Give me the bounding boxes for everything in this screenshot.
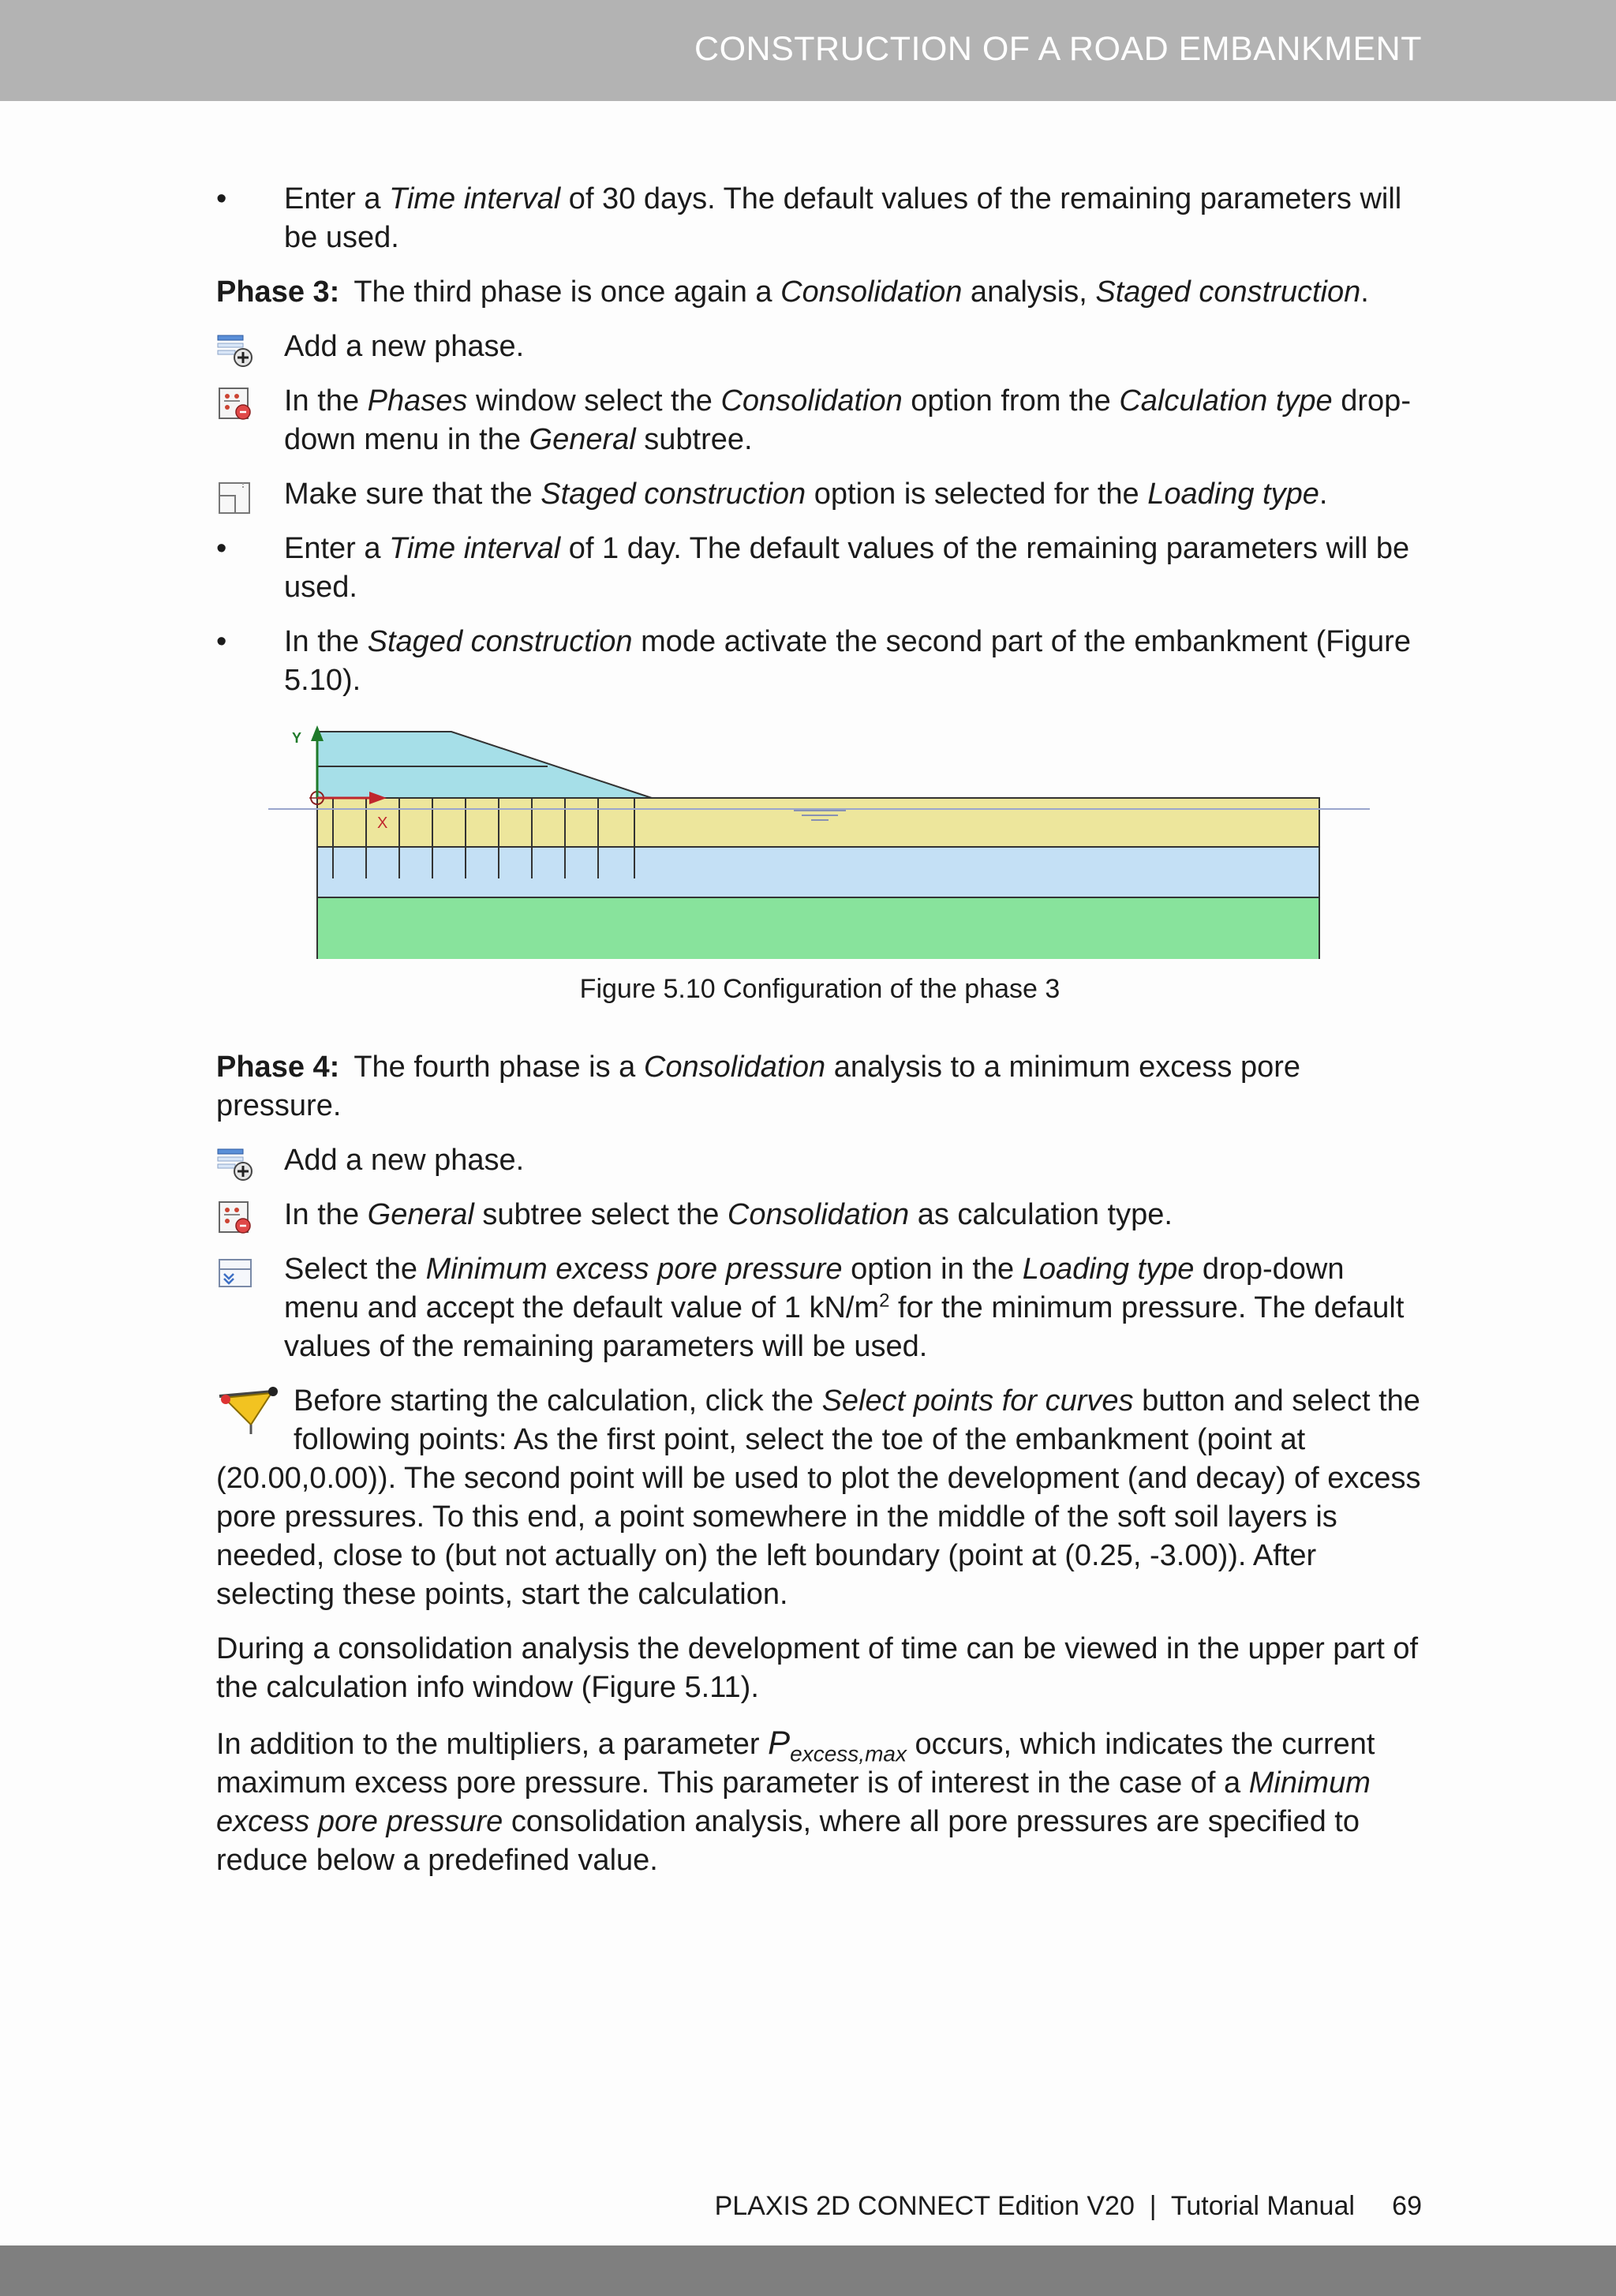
- text: Select the: [284, 1253, 426, 1286]
- footer-manual-title: PLAXIS 2D CONNECT Edition V20 | Tutorial Manual: [714, 2191, 1355, 2221]
- symbol-main: P: [768, 1724, 791, 1761]
- add-phase-icon: [216, 331, 254, 369]
- phase-4-heading: [216, 1048, 1423, 1126]
- phase-3-label: Phase 3:: [216, 275, 340, 309]
- footer-text: [715, 2191, 1422, 2222]
- header-bar: [0, 0, 1616, 101]
- header-title: CONSTRUCTION OF A ROAD EMBANKMENT: [694, 30, 1422, 68]
- embankment: [317, 732, 652, 798]
- text: In the: [284, 384, 368, 418]
- text: of 30 days. The default values of the remaining parameters will be used.: [284, 182, 1402, 254]
- text: The fourth phase is a: [354, 1051, 644, 1084]
- text: occurs, which indicates the current maximum excess pore pressure. This parameter is of interest in the case of a: [216, 1728, 1375, 1800]
- footer-bar: [0, 2245, 1616, 2296]
- text: In addition to the multipliers, a parameter: [216, 1728, 769, 1761]
- text: mode activate the second part of the embankment (Figure 5.10).: [284, 625, 1411, 697]
- add-phase-icon: [216, 1144, 254, 1182]
- minimum-pore-pressure-icon: [216, 1253, 254, 1291]
- text: Make sure that the: [284, 478, 541, 511]
- text: for the minimum pressure. The default values of the remaining parameters will be used.: [284, 1291, 1405, 1363]
- em: Consolidation: [720, 384, 903, 418]
- text: In the: [284, 1198, 368, 1231]
- em: Minimum excess pore pressure: [425, 1253, 843, 1286]
- text: subtree select the: [473, 1198, 728, 1231]
- em: Consolidation: [727, 1198, 910, 1231]
- em-consolidation: Consolidation: [643, 1051, 826, 1084]
- em-consolidation: Consolidation: [780, 275, 963, 309]
- footer-spacer: [1355, 2191, 1392, 2221]
- paragraph-during-consolidation: During a consolidation analysis the development of time can be viewed in the upper part of the calculation info window (Figure 5.11).: [216, 1632, 1419, 1704]
- middle-soil-layer: [317, 847, 1319, 897]
- em-staged-construction: Staged construction: [1095, 275, 1361, 309]
- em: Calculation type: [1119, 384, 1333, 418]
- bullet-time-interval-30: [216, 180, 1423, 257]
- text: subtree.: [635, 423, 753, 456]
- phase-3-heading: [216, 273, 1423, 312]
- text: .: [1319, 478, 1328, 511]
- text: .: [1360, 275, 1369, 309]
- text: option from the: [902, 384, 1120, 418]
- figure-caption: Figure 5.10 Configuration of the phase 3: [579, 974, 1060, 1004]
- em: Staged construction: [541, 478, 806, 511]
- text: option in the: [842, 1253, 1023, 1286]
- text: In the: [284, 625, 368, 658]
- x-axis-label: X: [377, 815, 388, 832]
- bullet-activate-embankment: [216, 623, 1423, 700]
- calculation-type-icon: [216, 1199, 254, 1237]
- bullet-mark: •: [216, 532, 227, 565]
- step-minimum-pore-pressure: [216, 1250, 1423, 1366]
- em-time-interval: Time interval: [389, 532, 561, 565]
- em: Phases: [367, 384, 468, 418]
- em: Minimum excess pore pressure: [216, 1766, 1371, 1838]
- em-select-points-for-curves: Select points for curves: [821, 1384, 1134, 1418]
- bullet-mark: •: [216, 625, 227, 658]
- text: The third phase is once again a: [354, 275, 781, 309]
- text: drop-down menu and accept the default value of 1 kN/m: [284, 1253, 1345, 1324]
- figure-phase-3: [216, 722, 1423, 1009]
- text: consolidation analysis, where all pore pressures are specified to reduce below a predefined value.: [216, 1805, 1360, 1877]
- em: General: [367, 1198, 474, 1231]
- superscript: 2: [879, 1290, 890, 1312]
- em-staged-construction: Staged construction: [367, 625, 633, 658]
- phase-4-label: Phase 4:: [216, 1051, 340, 1084]
- em: Loading type: [1022, 1253, 1195, 1286]
- text: window select the: [467, 384, 721, 418]
- text: Enter a: [284, 182, 390, 215]
- text: as calculation type.: [909, 1198, 1173, 1231]
- em-time-interval: Time interval: [389, 182, 561, 215]
- page-content: [216, 180, 1423, 1896]
- text: option is selected for the: [806, 478, 1148, 511]
- step-calculation-type-4: [216, 1196, 1423, 1234]
- em: Loading type: [1147, 478, 1319, 511]
- step-calculation-type: [216, 382, 1423, 459]
- geometry-model: [216, 722, 1423, 959]
- page-number: 69: [1392, 2191, 1422, 2221]
- text: Enter a: [284, 532, 390, 565]
- select-points-for-curves-icon: [216, 1382, 282, 1437]
- p-excess-max-symbol: [768, 1724, 907, 1766]
- text: analysis to a minimum excess pore pressure.: [216, 1051, 1301, 1122]
- step-add-phase-4: [216, 1141, 1423, 1180]
- em: General: [529, 423, 636, 456]
- text: Add a new phase.: [284, 330, 525, 363]
- calculation-type-icon: [216, 385, 254, 423]
- note-select-points: [216, 1382, 1423, 1614]
- step-add-phase: [216, 328, 1423, 366]
- symbol-subscript: excess,max: [790, 1741, 907, 1766]
- bottom-soil-layer: [317, 897, 1319, 959]
- paragraph-multipliers: [216, 1723, 1423, 1880]
- step-loading-type: [216, 475, 1423, 514]
- bullet-time-interval-1: [216, 530, 1423, 607]
- text: analysis,: [962, 275, 1096, 309]
- y-axis-label: Y: [292, 730, 302, 746]
- text: of 1 day. The default values of the remaining parameters will be used.: [284, 532, 1410, 604]
- top-soil-layer: [317, 798, 1319, 847]
- text: drop-down menu in the: [284, 384, 1411, 456]
- text: Add a new phase.: [284, 1144, 525, 1177]
- text: Before starting the calculation, click the: [294, 1384, 822, 1418]
- text: button and select the following points: As the first point, select the toe of the embankment (point at (20.00,0.00)). The second point will be used to plot the development (and decay) of excess pore pressures. To this end, a point somewhere in the middle of the soft soil layers is needed, close to (but not actually on) the left boundary (point at (0.25, -3.00)). After selecting these points, start the calculation.: [216, 1384, 1421, 1611]
- bullet-mark: •: [216, 182, 227, 215]
- staged-construction-icon: [216, 478, 254, 516]
